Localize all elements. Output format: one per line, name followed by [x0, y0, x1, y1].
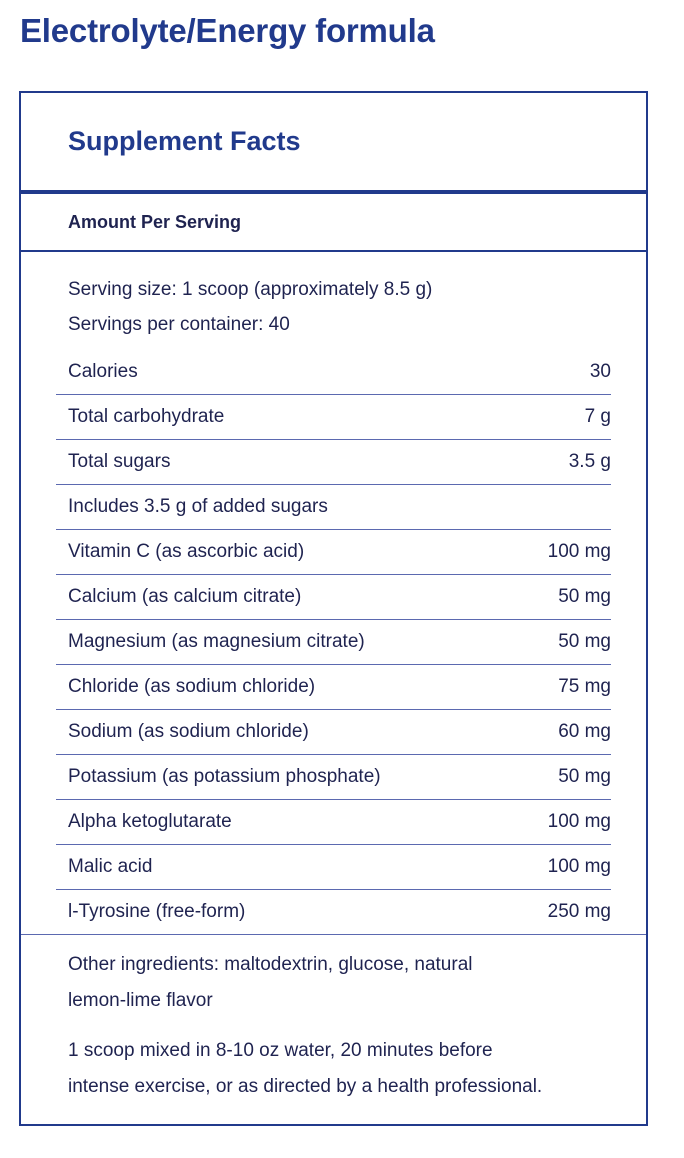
- nutrient-row-magnesium: [56, 620, 611, 665]
- nutrient-name: Chloride (as sodium chloride): [68, 676, 316, 697]
- nutrient-row-potassium: [56, 755, 611, 800]
- nutrient-list: [21, 350, 646, 934]
- nutrient-name: Includes 3.5 g of added sugars: [68, 496, 328, 517]
- supplement-facts-panel: [19, 91, 648, 1126]
- amount-per-serving-label: Amount Per Serving: [68, 212, 242, 232]
- nutrient-amount: 7 g: [584, 406, 611, 427]
- other-ingredients-line: Other ingredients: maltodextrin, glucose, natural: [68, 954, 473, 975]
- nutrient-row-calcium: [56, 575, 611, 620]
- directions-line: 1 scoop mixed in 8-10 oz water, 20 minutes before: [68, 1040, 493, 1061]
- nutrient-row-added-sugars: [56, 485, 611, 530]
- nutrient-amount: 60 mg: [558, 721, 611, 742]
- nutrient-row-sodium: [56, 710, 611, 755]
- nutrient-row-chloride: [56, 665, 611, 710]
- nutrient-name: Vitamin C (as ascorbic acid): [68, 541, 305, 562]
- nutrient-row-vitamin-c: [56, 530, 611, 575]
- serving-size: Serving size: 1 scoop (approximately 8.5 g): [68, 279, 433, 300]
- nutrient-name: Total carbohydrate: [68, 406, 225, 427]
- directions-line: intense exercise, or as directed by a health professional.: [68, 1076, 543, 1097]
- nutrient-row-malic-acid: [56, 845, 611, 890]
- facts-header: [21, 93, 646, 194]
- facts-title: Supplement Facts: [68, 126, 301, 156]
- nutrient-amount: 100 mg: [547, 856, 611, 877]
- nutrient-name: Sodium (as sodium chloride): [68, 721, 309, 742]
- nutrient-row-l-tyrosine: [56, 890, 611, 934]
- nutrient-name: l-Tyrosine (free-form): [68, 901, 246, 922]
- nutrient-name: Calories: [68, 361, 138, 382]
- nutrient-name: Alpha ketoglutarate: [68, 811, 232, 832]
- nutrient-name: Malic acid: [68, 856, 153, 877]
- nutrient-amount: 3.5 g: [568, 451, 611, 472]
- other-ingredients: [21, 935, 646, 1019]
- nutrient-amount: 250 mg: [547, 901, 611, 922]
- other-ingredients-line: lemon-lime flavor: [68, 990, 213, 1011]
- page-title: Electrolyte/Energy formula: [20, 12, 435, 49]
- nutrient-name: Magnesium (as magnesium citrate): [68, 631, 365, 652]
- amount-per-serving-row: [21, 194, 646, 252]
- nutrient-amount: 100 mg: [547, 541, 611, 562]
- nutrient-amount: 75 mg: [558, 676, 611, 697]
- nutrient-row-total-carbohydrate: [56, 395, 611, 440]
- nutrient-name: Potassium (as potassium phosphate): [68, 766, 381, 787]
- nutrient-name: Total sugars: [68, 451, 171, 472]
- nutrient-amount: 30: [589, 361, 611, 382]
- nutrient-row-total-sugars: [56, 440, 611, 485]
- serving-info: [21, 252, 646, 350]
- servings-per-container: Servings per container: 40: [68, 314, 290, 335]
- nutrient-amount: 50 mg: [558, 766, 611, 787]
- nutrient-amount: 50 mg: [558, 631, 611, 652]
- nutrient-amount: 100 mg: [547, 811, 611, 832]
- nutrient-row-alpha-ketoglutarate: [56, 800, 611, 845]
- nutrient-row-calories: [56, 350, 611, 395]
- directions: [21, 1019, 646, 1105]
- nutrient-name: Calcium (as calcium citrate): [68, 586, 302, 607]
- nutrient-amount: 50 mg: [558, 586, 611, 607]
